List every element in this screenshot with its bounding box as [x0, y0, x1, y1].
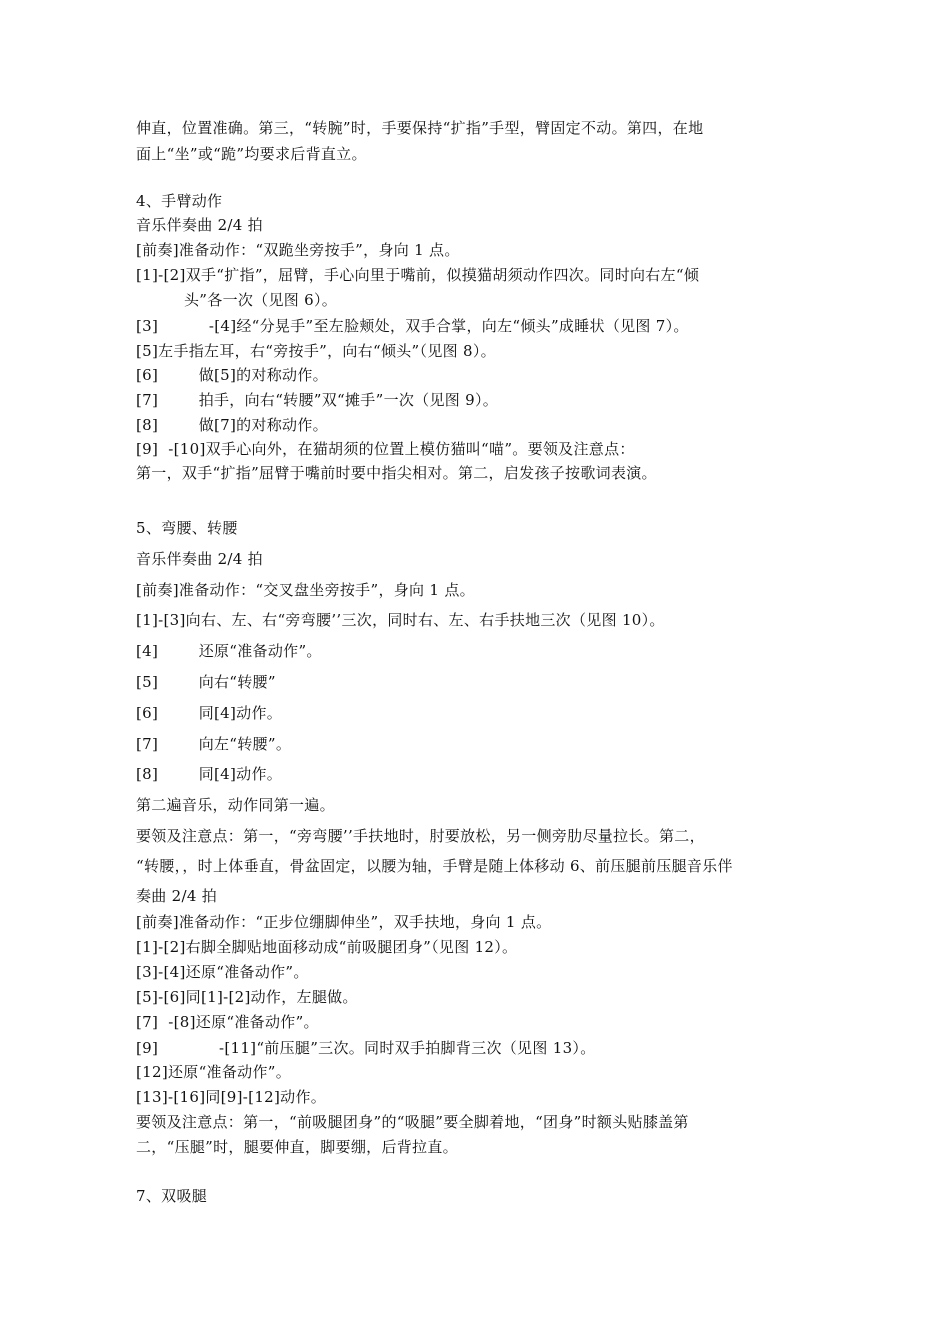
section-heading: 4、手臂动作 — [136, 192, 223, 210]
text-line: [8] 做[7]的对称动作。 — [136, 416, 328, 434]
text-line: [前奏]准备动作：“正步位绷脚伸坐”，双手扶地，身向 1 点。 — [136, 913, 552, 931]
text-line: [5]-[6]同[1]-[2]动作，左腿做。 — [136, 988, 358, 1006]
text-line: [3]-[4]还原“准备动作”。 — [136, 963, 309, 981]
text-line: [5] 向右“转腰” — [136, 673, 276, 691]
text-line: 要领及注意点：第一，“前吸腿团身”的“吸腿”要全脚着地，“团身”时额头贴膝盖第 — [136, 1113, 689, 1131]
text-line: [12]还原“准备动作”。 — [136, 1063, 292, 1081]
text-line: [13]-[16]同[9]-[12]动作。 — [136, 1088, 327, 1106]
text-line: 要领及注意点：第一，“旁弯腰’’手扶地时，肘要放松，另一侧旁肋尽量拉长。第二， — [136, 827, 705, 845]
text-line: [4] 还原“准备动作”。 — [136, 642, 322, 660]
text-line: [6] 同[4]动作。 — [136, 704, 283, 722]
text-line: [1]-[2]右脚全脚贴地面移动成“前吸腿团身”（见图 12）。 — [136, 938, 518, 956]
text-line: [7] -[8]还原“准备动作”。 — [136, 1013, 319, 1031]
text-line: [前奏]准备动作：“交叉盘坐旁按手”，身向 1 点。 — [136, 581, 475, 599]
text-line: “转腰，，时上体垂直，骨盆固定，以腰为轴，手臂是随上体移动 6、前压腿前压腿音乐伴 — [136, 857, 733, 875]
text-line: 伸直，位置准确。第三，“转腕”时，手要保持“扩指”手型，臂固定不动。第四，在地 — [136, 119, 704, 137]
text-line: 头”各一次（见图 6）。 — [184, 291, 338, 309]
section-heading: 5、弯腰、转腰 — [136, 519, 238, 537]
text-line: [3] -[4]经“分晃手”至左脸颊处，双手合掌，向左“倾头”成睡状（见图 7）。 — [136, 317, 689, 335]
text-line: [9] -[11]“前压腿”三次。同时双手拍脚背三次（见图 13）。 — [136, 1039, 596, 1057]
text-line: [6] 做[5]的对称动作。 — [136, 366, 328, 384]
text-line: 第二遍音乐，动作同第一遍。 — [136, 796, 335, 814]
text-line: 音乐伴奏曲 2/4 拍 — [136, 216, 263, 234]
text-line: 音乐伴奏曲 2/4 拍 — [136, 550, 263, 568]
section-heading: 7、双吸腿 — [136, 1187, 208, 1205]
text-line: 第一，双手“扩指”屈臂于嘴前时要中指尖相对。第二，启发孩子按歌词表演。 — [136, 464, 657, 482]
text-line: [7] 向左“转腰”。 — [136, 735, 292, 753]
text-line: [8] 同[4]动作。 — [136, 765, 283, 783]
text-line: 二，“压腿”时，腿要伸直，脚要绷，后背拉直。 — [136, 1138, 458, 1156]
text-line: [7] 拍手，向右“转腰”双“摊手”一次（见图 9）。 — [136, 391, 499, 409]
text-line: [1]-[3]向右、左、右“旁弯腰’’三次，同时右、左、右手扶地三次（见图 10）。 — [136, 611, 665, 629]
text-line: [5]左手指左耳，右“旁按手”，向右“倾头”（见图 8）。 — [136, 342, 496, 360]
text-line: [1]-[2]双手“扩指”，屈臂，手心向里于嘴前，似摸猫胡须动作四次。同时向右左“倾 — [136, 266, 700, 284]
text-line: [9] -[10]双手心向外，在猫胡须的位置上模仿猫叫“喵”。要领及注意点： — [136, 440, 635, 458]
text-line: [前奏]准备动作：“双跪坐旁按手”，身向 1 点。 — [136, 241, 460, 259]
text-line: 奏曲 2/4 拍 — [136, 887, 218, 905]
text-line: 面上“坐”或“跪”均要求后背直立。 — [136, 145, 367, 163]
